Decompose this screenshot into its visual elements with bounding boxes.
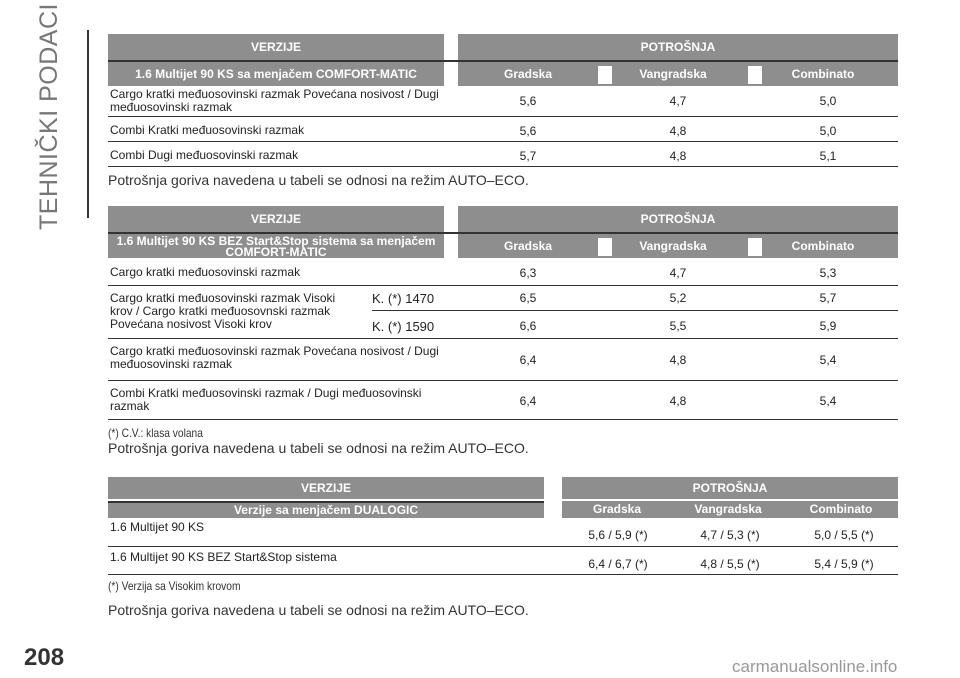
table-row: 1.6 Multijet 90 KS 5,6 / 5,9 (*) 4,7 / 5,3 (*) 5,0 / 5,5 (*) — [108, 518, 898, 547]
header-potrosnja: POTROŠNJA — [562, 477, 898, 499]
header-vangradska: Vangradska — [598, 62, 748, 86]
side-section — [0, 0, 90, 240]
header-separator — [598, 66, 612, 84]
header-version: 1.6 Multijet 90 KS sa menjačem COMFORT-MATIC — [108, 62, 444, 86]
footnote: (*) Verzija sa Visokim krovom — [108, 579, 241, 593]
header-gradska: Gradska — [458, 62, 598, 86]
header-combinato: Combinato — [784, 501, 898, 518]
header-gradska: Gradska — [562, 501, 672, 518]
table-row: Cargo kratki međuosovinski razmak Povećana nosivost / Dugi međuosovinski razmak 6,4 4,8 5,4 — [108, 339, 898, 381]
header-gap — [544, 477, 562, 518]
header-combinato: Combinato — [748, 234, 898, 258]
header-potrosnja: POTROŠNJA — [458, 206, 898, 232]
header-version: Verzije sa menjačem DUALOGIC — [108, 503, 544, 518]
header-verzije: VERZIJE — [108, 206, 444, 232]
wheelbase-label: K. (*) 1470 — [372, 291, 435, 306]
consumption-note: Potrošnja goriva navedena u tabeli se odnosi na režim AUTO–ECO. — [108, 440, 529, 456]
header-verzije: VERZIJE — [108, 34, 444, 60]
header-verzije: VERZIJE — [108, 477, 544, 499]
section-title: TEHNIČKI PODACI — [35, 3, 63, 230]
table-row: 1.6 Multijet 90 KS BEZ Start&Stop sistema 6,4 / 6,7 (*) 4,8 / 5,5 (*) 5,4 / 5,9 (*) — [108, 547, 898, 575]
header-vangradska: Vangradska — [598, 234, 748, 258]
table-dualogic — [108, 477, 898, 593]
table-row: Combi Kratki međuosovinski razmak / Dugi međuosovinski razmak 6,4 4,8 5,4 — [108, 381, 898, 420]
table-row: Cargo kratki međuosovinski razmak Povećana nosivost / Dugi međuosovinski razmak 5,6 4,7 5,0 — [108, 86, 898, 117]
header-separator — [748, 238, 762, 256]
header-vangradska: Vangradska — [672, 501, 784, 518]
consumption-note: Potrošnja goriva navedena u tabeli se odnosi na režim AUTO–ECO. — [108, 172, 529, 188]
wheelbase-label: K. (*) 1590 — [372, 319, 435, 334]
table-row: Combi Kratki međuosovinski razmak 5,6 4,8 5,0 — [108, 117, 898, 142]
header-combinato: Combinato — [748, 62, 898, 86]
page-number: 208 — [24, 644, 65, 671]
table-row: Cargo kratki međuosovinski razmak 6,3 4,7 5,3 — [108, 258, 898, 286]
header-separator — [748, 66, 762, 84]
consumption-note: Potrošnja goriva navedena u tabeli se odnosi na režim AUTO–ECO. — [108, 602, 529, 618]
footnote: (*) C.V.: klasa volana — [108, 426, 203, 440]
table-row: Combi Dugi međuosovinski razmak 5,7 4,8 5,1 — [108, 142, 898, 167]
table-row: Cargo kratki međuosovinski razmak Visoki krov / Cargo kratki međuosovnski razmak Povećana nosivost Visoki krov K. (*) 1470 6,5 5,2 5,7 K. (*) 1590 6,6 5,5 5,9 — [108, 286, 898, 339]
header-gradska: Gradska — [458, 234, 598, 258]
header-separator — [598, 238, 612, 256]
table-comfort-matic — [108, 34, 898, 167]
section-divider — [87, 30, 89, 218]
table-no-start-stop — [108, 206, 898, 440]
header-version: 1.6 Multijet 90 KS BEZ Start&Stop sistema sa menjačem COMFORT-MATIC — [108, 234, 444, 258]
watermark: carmanualsonline.info — [732, 657, 898, 676]
header-potrosnja: POTROŠNJA — [458, 34, 898, 60]
sub-row-divider — [372, 310, 898, 311]
